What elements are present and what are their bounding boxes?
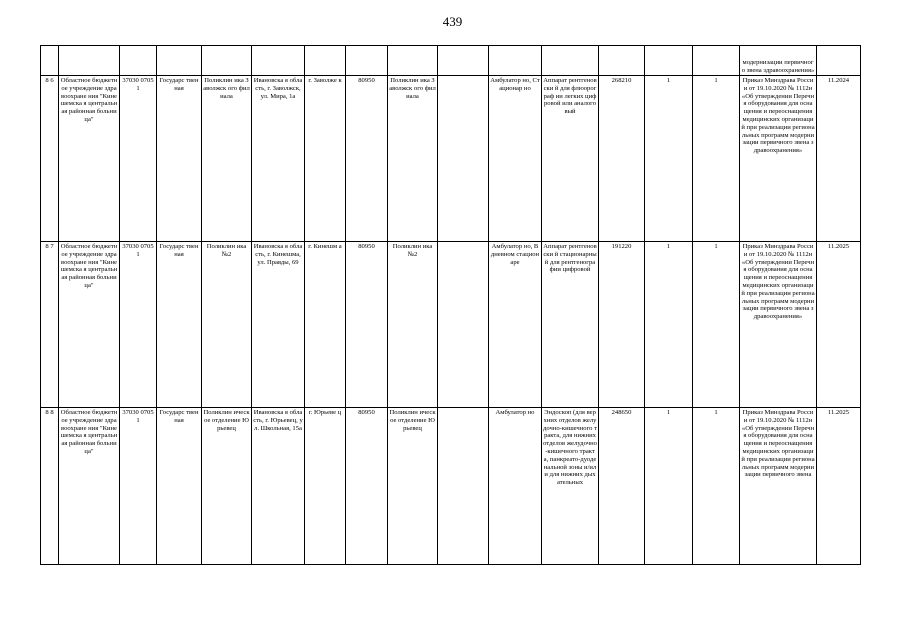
cell-number: 8 6 — [41, 76, 59, 242]
cell-quantity: 1 — [645, 408, 693, 565]
cell-oktmo: 80950 — [346, 408, 388, 565]
cell-price: 268210 — [599, 76, 645, 242]
cell-address: Ивановска я область, г. Юрьевец, ул. Школьная, 15а — [252, 408, 305, 565]
cell-code: 37030 07051 — [120, 76, 157, 242]
cell-quantity-2: 1 — [693, 76, 740, 242]
cell-unit: Поликлин ическое отделение Юрьевец — [202, 408, 252, 565]
cell-empty — [438, 76, 489, 242]
cell-care-type: Амбулатор но, В дневном стационаре — [489, 242, 542, 408]
cell-care-type: Амбулатор но, Стационар но — [489, 76, 542, 242]
cell-date: 11.2025 — [817, 408, 861, 565]
cell-order: Приказ Минздрава России от 19.10.2020 № 1112н «Об утверждении Перечня оборудования для оснащения и переоснащения медицинских организаций при реализации региональных программ модернизации первичного звена — [740, 408, 817, 565]
cell-quantity-2: 1 — [693, 242, 740, 408]
equipment-table — [40, 45, 861, 565]
cell-unit-2: Поликлин ика Заволжск ого филиала — [388, 76, 438, 242]
cell-oktmo: 80950 — [346, 242, 388, 408]
cell-locality: г. Кинешм а — [305, 242, 346, 408]
cell-quantity: 1 — [645, 76, 693, 242]
cell-quantity: 1 — [645, 242, 693, 408]
cell-empty — [438, 408, 489, 565]
cell-quantity-2: 1 — [693, 408, 740, 565]
table-row-continued — [41, 46, 861, 76]
cell-equipment: Аппарат рентгеновски й для флюорограф ии легких цифровой или аналоговый — [542, 76, 599, 242]
cell-ownership: Государс твенная — [157, 76, 202, 242]
cell-organization: Областное бюджетное учреждение здравоохране ния "Кинешемска я центральная районная больница" — [59, 242, 120, 408]
cell-ownership: Государс твенная — [157, 242, 202, 408]
cell-locality: г. Юрьеве ц — [305, 408, 346, 565]
cell-oktmo: 80950 — [346, 76, 388, 242]
cell-price: 191220 — [599, 242, 645, 408]
cell-unit: Поликлин ика №2 — [202, 242, 252, 408]
cell-address: Ивановска я область, г. Заволжск, ул. Мира, 1а — [252, 76, 305, 242]
cell-equipment: Эндоскоп (для верхних отделов желудочно-кишечного тракта, для нижних отделов желудочно-кишечного тракта, панкреато-дуоденальной зоны и/или для нижних дыхательных — [542, 408, 599, 565]
cell-locality: г. Заволже к — [305, 76, 346, 242]
cell-empty — [438, 242, 489, 408]
page-number: 439 — [442, 14, 463, 29]
cell-code: 37030 07051 — [120, 408, 157, 565]
cell-unit-2: Поликлин ика №2 — [388, 242, 438, 408]
table-row — [41, 242, 861, 408]
cell-price: 248650 — [599, 408, 645, 565]
cell-code: 37030 07051 — [120, 242, 157, 408]
cell-order: Приказ Минздрава России от 19.10.2020 № 1112н «Об утверждении Перечня оборудования для оснащения и переоснащения медицинских организаций при реализации региональных программ модернизации первичного звена здравоохранения» — [740, 76, 817, 242]
cell-ownership: Государс твенная — [157, 408, 202, 565]
cell-date: 11.2025 — [817, 242, 861, 408]
table-row — [41, 76, 861, 242]
cell-unit-2: Поликлин ическое отделение Юрьевец — [388, 408, 438, 565]
table-row — [41, 408, 861, 565]
cell-address: Ивановска я область, г. Кинешма, ул. Правды, 69 — [252, 242, 305, 408]
cell-number: 8 8 — [41, 408, 59, 565]
cell-organization: Областное бюджетное учреждение здравоохране ния "Кинешемска я центральная районная больница" — [59, 408, 120, 565]
cell-date: 11.2024 — [817, 76, 861, 242]
cell-organization: Областное бюджетное учреждение здравоохране ния "Кинешемска я центральная районная больница" — [59, 76, 120, 242]
cell-equipment: Аппарат рентгеновски й стационарны й для рентгеногра фии цифровой — [542, 242, 599, 408]
cell-unit: Поликлин ика Заволжск ого филиала — [202, 76, 252, 242]
cell-care-type: Амбулатор но — [489, 408, 542, 565]
cell-order-continued: модернизации первичного звена здравоохранения» — [740, 46, 817, 76]
cell-order: Приказ Минздрава России от 19.10.2020 № 1112н «Об утверждении Перечня оборудования для оснащения и переоснащения медицинских организаций при реализации региональных программ модернизации первичного звена здравоохранения» — [740, 242, 817, 408]
cell-number: 8 7 — [41, 242, 59, 408]
